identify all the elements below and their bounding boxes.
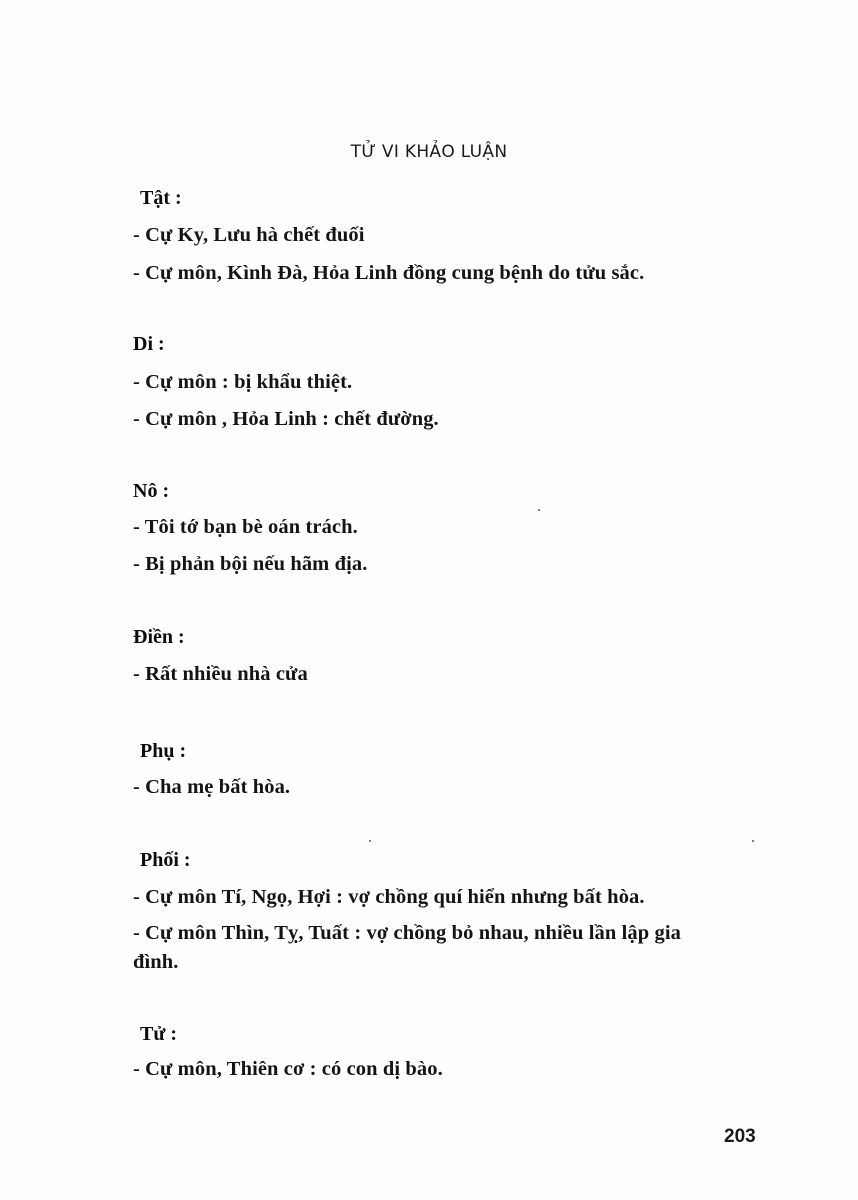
scan-speck xyxy=(752,840,754,842)
section-line: - Bị phản bội nếu hãm địa. xyxy=(133,553,368,575)
section-line: - Cự môn , Hỏa Linh : chết đường. xyxy=(133,408,439,430)
section-line: đình. xyxy=(133,951,179,973)
running-head: TỬ VI KHẢO LUẬN xyxy=(350,142,508,162)
scan-speck xyxy=(538,509,540,511)
section-line: - Cự môn Tí, Ngọ, Hợi : vợ chồng quí hiển nhưng bất hòa. xyxy=(133,886,645,908)
section-heading-tat: Tật : xyxy=(140,187,182,209)
section-line: - Cự môn Thìn, Tỵ, Tuất : vợ chồng bỏ nhau, nhiều lần lập gia xyxy=(133,922,681,944)
section-line: - Rất nhiều nhà cửa xyxy=(133,663,308,685)
section-heading-tu: Tử : xyxy=(140,1023,178,1045)
section-heading-phoi: Phối : xyxy=(140,849,191,871)
page-number: 203 xyxy=(724,1126,756,1147)
section-line: - Cự môn : bị khẩu thiệt. xyxy=(133,371,353,393)
section-heading-dien: Điền : xyxy=(133,626,185,648)
section-line: - Tôi tớ bạn bè oán trách. xyxy=(133,516,358,538)
scan-speck xyxy=(369,840,371,842)
section-line: - Cự môn, Thiên cơ : có con dị bào. xyxy=(133,1058,443,1080)
section-heading-di: Di : xyxy=(133,333,165,355)
section-heading-no: Nô : xyxy=(133,480,170,502)
section-line: - Cự môn, Kình Đà, Hỏa Linh đồng cung bệnh do tửu sắc. xyxy=(133,262,645,284)
section-heading-phu: Phụ : xyxy=(140,740,187,762)
section-line: - Cự Ky, Lưu hà chết đuối xyxy=(133,224,365,246)
section-line: - Cha mẹ bất hòa. xyxy=(133,776,291,798)
